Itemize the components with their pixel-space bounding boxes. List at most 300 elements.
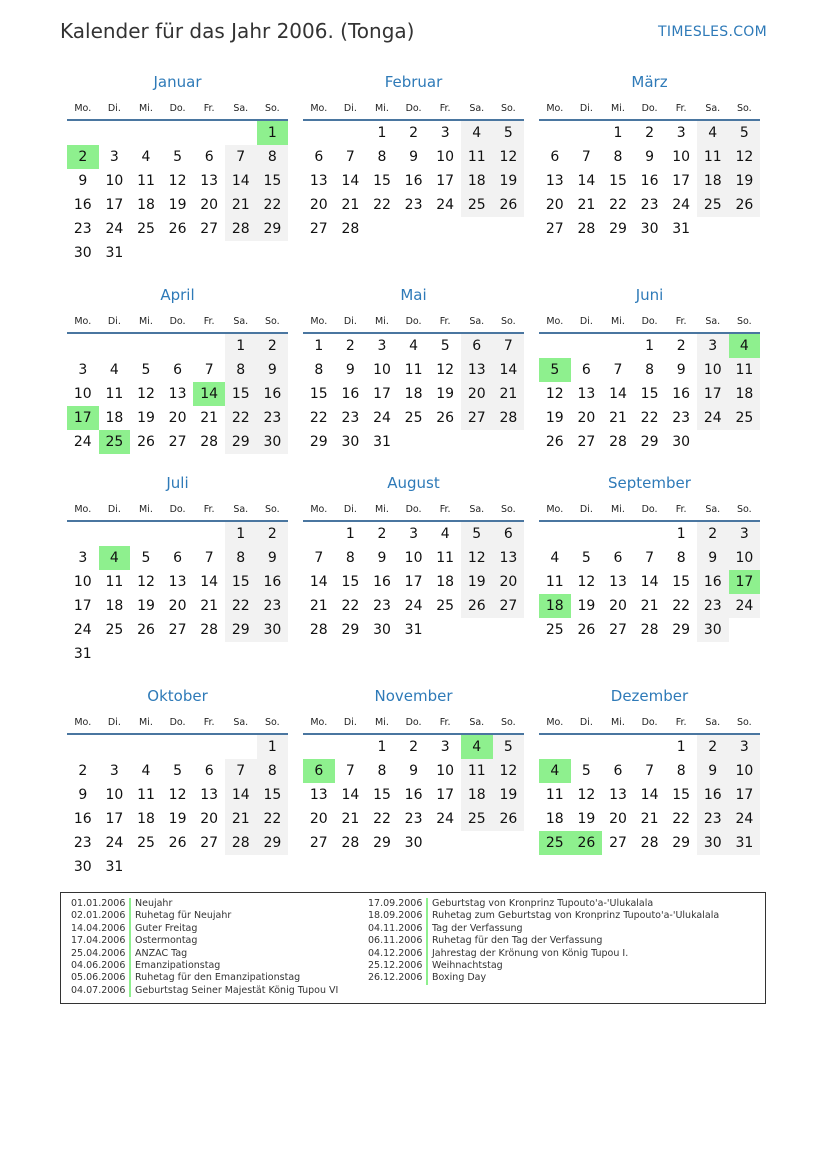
day-cell: 20 (309, 197, 328, 213)
day-cell: 5 (581, 763, 591, 779)
weekday-label: Fr. (203, 102, 215, 114)
weekday-label: Di. (107, 315, 121, 327)
day-cell: 14 (341, 787, 360, 803)
day-cell: 31 (729, 831, 761, 855)
day-cell: 1 (225, 522, 257, 546)
day-cell: 25 (137, 835, 155, 851)
day-cell: 21 (341, 197, 360, 213)
day-cell: 23 (697, 807, 729, 831)
day-cell: 5 (729, 121, 761, 145)
weekday-label: So. (265, 315, 280, 327)
day-cell: 2 (257, 334, 289, 358)
day-cell: 18 (105, 598, 124, 614)
day-cell: 29 (640, 434, 659, 450)
day-cell: 16 (640, 173, 659, 189)
holiday-name: Ruhetag zum Geburtstag von Kronprinz Tupouto'a-'Ulukalala (432, 910, 720, 922)
day-cell: 15 (309, 386, 328, 402)
brand-link[interactable]: TIMESLES.COM (658, 24, 767, 40)
holiday-list-right (368, 898, 719, 985)
day-cell: 24 (105, 221, 124, 237)
day-cell: 22 (373, 197, 391, 213)
day-cell: 17 (73, 598, 92, 614)
day-cell: 18 (105, 410, 124, 426)
day-cell: 27 (168, 434, 187, 450)
day-cell: 12 (168, 787, 187, 803)
holiday-date: 25.12.2006 (368, 960, 428, 972)
day-cell: 28 (493, 406, 525, 430)
day-grid (539, 735, 760, 855)
day-cell: 3 (109, 763, 119, 779)
day-cell: 1 (225, 334, 257, 358)
holiday-row (368, 948, 719, 960)
day-cell: 27 (545, 221, 564, 237)
day-cell: 28 (200, 434, 219, 450)
day-cell: 6 (173, 550, 183, 566)
month-2 (303, 67, 524, 241)
day-cell: 28 (609, 434, 627, 450)
day-cell: 5 (173, 149, 183, 165)
day-cell: 4 (109, 362, 119, 378)
empty-cell (539, 334, 571, 358)
day-cell: 25 (404, 410, 423, 426)
weekday-label: Mo. (310, 102, 328, 114)
day-cell: 3 (676, 125, 686, 141)
weekday-label: Mi. (611, 503, 625, 515)
weekday-label: Fr. (675, 102, 687, 114)
empty-cell (162, 735, 194, 759)
day-cell: 30 (341, 434, 360, 450)
empty-cell (571, 334, 603, 358)
day-cell: 12 (137, 386, 155, 402)
day-cell: 12 (577, 787, 596, 803)
weekday-label: Mo. (74, 315, 92, 327)
holiday-day-cell: 4 (99, 546, 131, 570)
day-cell: 5 (493, 735, 525, 759)
day-cell: 19 (168, 197, 187, 213)
day-cell: 17 (436, 173, 455, 189)
day-cell: 17 (436, 787, 455, 803)
day-cell: 22 (672, 598, 691, 614)
empty-cell (99, 334, 131, 358)
month-1 (67, 67, 288, 265)
weekday-label: Mo. (546, 315, 564, 327)
weekday-label: Di. (107, 716, 121, 728)
weekday-label: Fr. (203, 315, 215, 327)
holiday-name: Geburtstag Seiner Majestät König Tupou VI (135, 984, 339, 996)
weekday-label: Sa. (469, 102, 485, 114)
day-grid (67, 334, 288, 454)
day-cell: 1 (345, 526, 355, 542)
day-cell: 21 (225, 193, 257, 217)
day-cell: 28 (200, 622, 219, 638)
weekday-label: Mo. (74, 102, 92, 114)
day-cell: 10 (404, 550, 423, 566)
day-cell: 4 (440, 526, 450, 542)
weekday-label: Fr. (675, 503, 687, 515)
weekday-label: Mi. (139, 503, 153, 515)
day-cell: 16 (257, 570, 289, 594)
day-cell: 27 (609, 622, 627, 638)
holiday-day-cell: 2 (67, 145, 99, 169)
day-cell: 7 (645, 763, 655, 779)
empty-cell (335, 121, 367, 145)
day-cell: 12 (436, 362, 455, 378)
day-cell: 12 (577, 574, 596, 590)
weekday-label: Di. (343, 315, 357, 327)
day-cell: 30 (697, 831, 729, 855)
holiday-date: 17.09.2006 (368, 898, 428, 910)
day-grid (67, 522, 288, 666)
empty-cell (571, 121, 603, 145)
day-cell: 2 (645, 125, 655, 141)
day-cell: 14 (609, 386, 627, 402)
day-cell: 14 (493, 358, 525, 382)
holiday-row (71, 923, 338, 935)
day-cell: 17 (404, 574, 423, 590)
holiday-day-cell: 25 (539, 831, 571, 855)
day-cell: 8 (613, 149, 623, 165)
holiday-list-left (71, 898, 338, 997)
day-cell: 24 (672, 197, 691, 213)
day-cell: 28 (640, 835, 659, 851)
day-cell: 3 (78, 362, 88, 378)
day-cell: 2 (409, 739, 419, 755)
day-cell: 18 (137, 811, 155, 827)
day-cell: 21 (577, 197, 596, 213)
weekday-header (539, 97, 760, 119)
day-cell: 9 (257, 546, 289, 570)
holiday-name: Jahrestag der Krönung von König Tupou I. (432, 947, 629, 959)
weekday-label: Sa. (469, 503, 485, 515)
holiday-day-cell: 4 (461, 735, 493, 759)
day-cell: 22 (672, 811, 691, 827)
day-cell: 13 (609, 787, 627, 803)
weekday-label: Do. (169, 102, 186, 114)
day-cell: 20 (493, 570, 525, 594)
day-cell: 24 (729, 807, 761, 831)
weekday-label: Di. (579, 716, 593, 728)
day-cell: 17 (105, 811, 124, 827)
day-cell: 16 (404, 787, 423, 803)
day-grid (67, 735, 288, 879)
holiday-name: Ruhetag für Neujahr (135, 910, 232, 922)
day-cell: 16 (341, 386, 360, 402)
weekday-header (539, 310, 760, 332)
empty-cell (130, 735, 162, 759)
day-cell: 11 (461, 145, 493, 169)
holiday-name: Emanzipationstag (135, 959, 221, 971)
day-cell: 2 (377, 526, 387, 542)
holiday-row (71, 972, 338, 984)
day-cell: 9 (645, 149, 655, 165)
weekday-header (67, 97, 288, 119)
holiday-date: 05.06.2006 (71, 972, 131, 984)
day-cell: 1 (314, 338, 324, 354)
day-cell: 7 (613, 362, 623, 378)
day-cell: 12 (461, 546, 493, 570)
weekday-label: Mo. (74, 503, 92, 515)
day-cell: 14 (200, 574, 219, 590)
day-cell: 28 (309, 622, 328, 638)
day-cell: 23 (640, 197, 659, 213)
day-cell: 19 (493, 169, 525, 193)
empty-cell (225, 121, 257, 145)
day-cell: 31 (672, 221, 691, 237)
day-cell: 3 (440, 125, 450, 141)
day-cell: 20 (309, 811, 328, 827)
weekday-header (303, 97, 524, 119)
day-cell: 18 (729, 382, 761, 406)
day-cell: 4 (141, 149, 151, 165)
day-cell: 20 (545, 197, 564, 213)
day-cell: 24 (73, 434, 92, 450)
day-cell: 7 (345, 149, 355, 165)
day-cell: 26 (729, 193, 761, 217)
weekday-label: So. (265, 503, 280, 515)
day-cell: 17 (729, 783, 761, 807)
day-cell: 13 (545, 173, 564, 189)
day-cell: 18 (404, 386, 423, 402)
weekday-label: Sa. (233, 503, 249, 515)
weekday-label: Mi. (375, 503, 389, 515)
holiday-date: 25.04.2006 (71, 948, 131, 960)
weekday-header (303, 711, 524, 733)
day-cell: 15 (257, 169, 289, 193)
day-cell: 10 (436, 149, 455, 165)
weekday-label: Mo. (546, 102, 564, 114)
weekday-header (303, 310, 524, 332)
weekday-label: So. (737, 503, 752, 515)
day-cell: 24 (436, 811, 455, 827)
day-cell: 11 (436, 550, 455, 566)
day-cell: 1 (377, 125, 387, 141)
day-cell: 17 (105, 197, 124, 213)
weekday-header (67, 498, 288, 520)
weekday-label: Mi. (611, 102, 625, 114)
month-name: Oktober (147, 687, 208, 705)
holiday-name: Guter Freitag (135, 922, 198, 934)
holiday-name: Boxing Day (432, 972, 487, 984)
day-cell: 1 (257, 735, 289, 759)
holiday-row (71, 985, 338, 997)
empty-cell (539, 121, 571, 145)
day-cell: 26 (493, 807, 525, 831)
day-cell: 20 (168, 410, 187, 426)
day-cell: 18 (697, 169, 729, 193)
day-cell: 21 (640, 811, 659, 827)
holiday-day-cell: 17 (729, 570, 761, 594)
weekday-label: Mi. (139, 102, 153, 114)
day-cell: 28 (225, 217, 257, 241)
day-cell: 28 (341, 221, 360, 237)
empty-cell (539, 522, 571, 546)
day-cell: 5 (461, 522, 493, 546)
weekday-label: So. (501, 315, 516, 327)
day-cell: 18 (461, 169, 493, 193)
weekday-label: Do. (641, 716, 658, 728)
day-cell: 6 (550, 149, 560, 165)
day-cell: 13 (168, 386, 187, 402)
day-cell: 7 (581, 149, 591, 165)
day-cell: 11 (137, 173, 155, 189)
weekday-label: Mo. (546, 716, 564, 728)
weekday-label: Mo. (74, 716, 92, 728)
day-cell: 21 (309, 598, 328, 614)
day-cell: 9 (78, 787, 88, 803)
holiday-name: Ruhetag für den Tag der Verfassung (432, 935, 603, 947)
month-name: November (374, 687, 453, 705)
day-cell: 23 (73, 835, 92, 851)
holiday-row (368, 960, 719, 972)
empty-cell (602, 735, 634, 759)
empty-cell (193, 522, 225, 546)
day-cell: 4 (409, 338, 419, 354)
day-cell: 4 (461, 121, 493, 145)
day-cell: 12 (137, 574, 155, 590)
day-cell: 28 (225, 831, 257, 855)
day-cell: 25 (436, 598, 455, 614)
weekday-label: So. (501, 716, 516, 728)
holiday-date: 26.12.2006 (368, 972, 428, 984)
month-name: Dezember (610, 687, 689, 705)
day-cell: 19 (168, 811, 187, 827)
day-cell: 25 (729, 406, 761, 430)
day-cell: 5 (440, 338, 450, 354)
weekday-label: Do. (405, 503, 422, 515)
holiday-name: Ostermontag (135, 935, 198, 947)
day-cell: 14 (640, 574, 659, 590)
day-cell: 13 (200, 173, 219, 189)
day-cell: 11 (105, 386, 124, 402)
holiday-day-cell: 17 (67, 406, 99, 430)
day-cell: 21 (200, 598, 219, 614)
weekday-label: Do. (169, 503, 186, 515)
day-cell: 16 (697, 783, 729, 807)
day-cell: 22 (257, 193, 289, 217)
holiday-day-cell: 4 (729, 334, 761, 358)
weekday-label: Mo. (310, 716, 328, 728)
day-cell: 10 (73, 386, 92, 402)
holiday-date: 04.12.2006 (368, 948, 428, 960)
day-cell: 25 (105, 622, 124, 638)
weekday-label: Sa. (469, 315, 485, 327)
day-cell: 8 (377, 763, 387, 779)
day-cell: 26 (493, 193, 525, 217)
day-cell: 22 (341, 598, 360, 614)
day-cell: 29 (609, 221, 627, 237)
day-cell: 27 (168, 622, 187, 638)
day-cell: 8 (225, 358, 257, 382)
month-7 (67, 468, 288, 666)
empty-cell (67, 735, 99, 759)
holiday-day-cell: 4 (539, 759, 571, 783)
day-cell: 1 (676, 526, 686, 542)
day-cell: 10 (436, 763, 455, 779)
day-cell: 26 (461, 594, 493, 618)
day-cell: 20 (200, 811, 219, 827)
day-cell: 16 (404, 173, 423, 189)
weekday-label: Di. (107, 503, 121, 515)
holiday-day-cell: 14 (193, 382, 225, 406)
day-cell: 14 (225, 783, 257, 807)
day-cell: 28 (341, 835, 360, 851)
weekday-label: Sa. (233, 102, 249, 114)
holiday-date: 04.06.2006 (71, 960, 131, 972)
empty-cell (162, 121, 194, 145)
day-cell: 10 (373, 362, 391, 378)
holiday-day-cell: 5 (539, 358, 571, 382)
page-title: Kalender für das Jahr 2006. (Tonga) (60, 19, 415, 43)
day-cell: 20 (168, 598, 187, 614)
weekday-label: Fr. (439, 315, 451, 327)
day-cell: 2 (78, 763, 88, 779)
day-cell: 23 (73, 221, 92, 237)
day-cell: 15 (225, 570, 257, 594)
day-cell: 23 (257, 406, 289, 430)
day-cell: 27 (309, 221, 328, 237)
day-cell: 14 (341, 173, 360, 189)
day-cell: 3 (109, 149, 119, 165)
day-cell: 30 (672, 434, 691, 450)
weekday-label: Mi. (611, 716, 625, 728)
day-cell: 6 (173, 362, 183, 378)
day-cell: 19 (545, 410, 564, 426)
holiday-legend (60, 892, 766, 1004)
day-cell: 9 (345, 362, 355, 378)
day-cell: 5 (141, 362, 151, 378)
day-cell: 30 (257, 618, 289, 642)
month-8 (303, 468, 524, 642)
holiday-date: 06.11.2006 (368, 935, 428, 947)
day-cell: 9 (697, 546, 729, 570)
day-cell: 29 (672, 622, 691, 638)
empty-cell (162, 334, 194, 358)
day-cell: 11 (461, 759, 493, 783)
weekday-label: Di. (343, 503, 357, 515)
month-11 (303, 681, 524, 855)
holiday-name: Geburtstag von Kronprinz Tupouto'a-'Ulukalala (432, 898, 654, 909)
day-cell: 20 (577, 410, 596, 426)
day-cell: 5 (141, 550, 151, 566)
day-cell: 27 (493, 594, 525, 618)
day-cell: 12 (493, 145, 525, 169)
holiday-date: 04.11.2006 (368, 923, 428, 935)
day-cell: 17 (697, 382, 729, 406)
weekday-label: Mo. (310, 315, 328, 327)
day-cell: 9 (697, 759, 729, 783)
day-cell: 29 (225, 430, 257, 454)
empty-cell (303, 522, 335, 546)
day-cell: 10 (105, 787, 124, 803)
weekday-label: Fr. (203, 503, 215, 515)
weekday-label: Mi. (375, 102, 389, 114)
day-cell: 19 (577, 598, 596, 614)
day-cell: 31 (404, 622, 423, 638)
day-cell: 8 (257, 759, 289, 783)
day-cell: 26 (137, 434, 155, 450)
weekday-label: So. (501, 503, 516, 515)
weekday-label: Mi. (139, 716, 153, 728)
day-cell: 19 (493, 783, 525, 807)
day-cell: 22 (640, 410, 659, 426)
day-cell: 25 (461, 193, 493, 217)
weekday-label: Sa. (705, 716, 721, 728)
day-cell: 13 (461, 358, 493, 382)
day-cell: 15 (672, 787, 691, 803)
day-cell: 30 (697, 618, 729, 642)
day-cell: 12 (729, 145, 761, 169)
day-cell: 14 (225, 169, 257, 193)
